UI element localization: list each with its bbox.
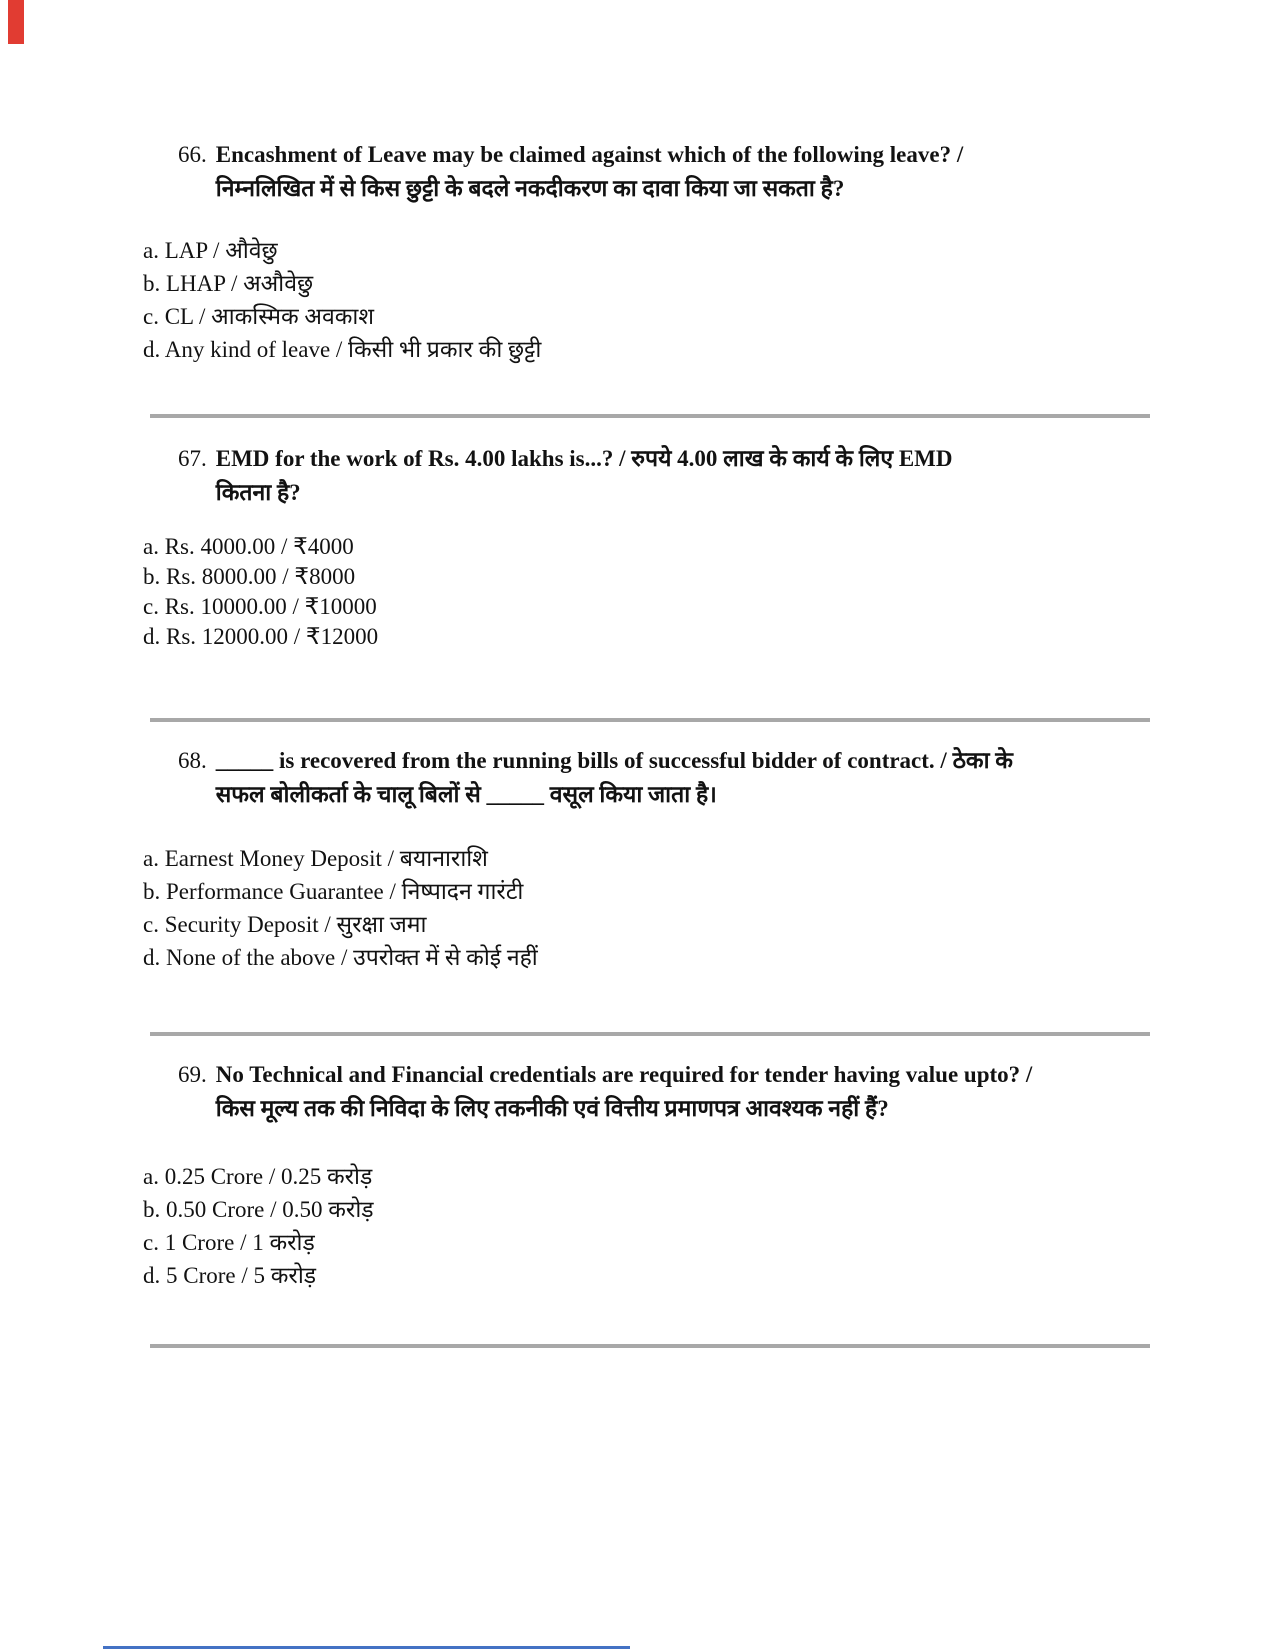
question-text-line: सफल बोलीकर्ता के चालू बिलों से _____ वसूल किया जाता है।	[215, 782, 717, 807]
option-a: a. LAP / औवेछु	[143, 238, 278, 263]
question-text	[216, 138, 963, 206]
question-text-line: EMD for the work of Rs. 4.00 lakhs is...? / रुपये 4.00 लाख के कार्य के लिए EMD	[215, 446, 953, 471]
section-divider	[150, 414, 1150, 418]
option-d: d. Rs. 12000.00 / ₹12000	[143, 624, 379, 649]
option-c: c. Security Deposit / सुरक्षा जमा	[143, 912, 427, 937]
question-text-line: कितना है?	[215, 480, 301, 505]
question-text-line: निम्नलिखित में से किस छुट्टी के बदले नकदीकरण का दावा किया जा सकता है?	[215, 176, 845, 201]
option-a: a. 0.25 Crore / 0.25 करोड़	[143, 1164, 373, 1189]
question-number: 67.	[178, 446, 207, 471]
option-d: d. Any kind of leave / किसी भी प्रकार की छुट्टी	[143, 337, 542, 362]
option-a: a. Rs. 4000.00 / ₹4000	[143, 534, 354, 559]
option-b: b. Performance Guarantee / निष्पादन गारंटी	[143, 879, 524, 904]
question-66-options	[143, 234, 1275, 366]
option-c: c. 1 Crore / 1 करोड़	[143, 1230, 315, 1255]
question-66	[0, 138, 1275, 366]
question-69-heading	[178, 1058, 1275, 1126]
question-68	[0, 744, 1275, 974]
red-edge-scan-mark	[8, 0, 24, 44]
question-number: 69.	[178, 1062, 207, 1087]
blue-edge-scan-mark	[103, 1646, 630, 1649]
section-divider	[150, 1344, 1150, 1348]
question-66-heading	[178, 138, 1275, 206]
option-c: c. Rs. 10000.00 / ₹10000	[143, 594, 377, 619]
option-a: a. Earnest Money Deposit / बयानाराशि	[143, 846, 488, 871]
option-d: d. 5 Crore / 5 करोड़	[143, 1263, 317, 1288]
question-68-heading	[178, 744, 1275, 812]
section-divider	[150, 718, 1150, 722]
question-text-line: किस मूल्य तक की निविदा के लिए तकनीकी एवं वित्तीय प्रमाणपत्र आवश्यक नहीं हैं?	[215, 1096, 889, 1121]
question-text	[216, 1058, 1033, 1126]
question-67	[0, 442, 1275, 652]
question-68-options	[143, 842, 1275, 974]
option-b: b. Rs. 8000.00 / ₹8000	[143, 564, 356, 589]
option-d: d. None of the above / उपरोक्त में से कोई नहीं	[143, 945, 538, 970]
question-text-line: No Technical and Financial credentials are required for tender having value upto? /	[215, 1062, 1033, 1087]
question-69-options	[143, 1160, 1275, 1292]
question-text-line: Encashment of Leave may be claimed against which of the following leave? /	[215, 142, 964, 167]
question-69	[0, 1058, 1275, 1292]
section-divider	[150, 1032, 1150, 1036]
question-number: 68.	[178, 748, 207, 773]
question-number: 66.	[178, 142, 207, 167]
question-text	[216, 442, 953, 510]
question-67-heading	[178, 442, 1275, 510]
question-text	[216, 744, 1013, 812]
question-67-options	[143, 532, 1275, 652]
option-c: c. CL / आकस्मिक अवकाश	[143, 304, 374, 329]
option-b: b. 0.50 Crore / 0.50 करोड़	[143, 1197, 374, 1222]
question-text-line: _____ is recovered from the running bills of successful bidder of contract. / ठेका के	[215, 748, 1013, 773]
option-b: b. LHAP / अऔवेछु	[143, 271, 314, 296]
